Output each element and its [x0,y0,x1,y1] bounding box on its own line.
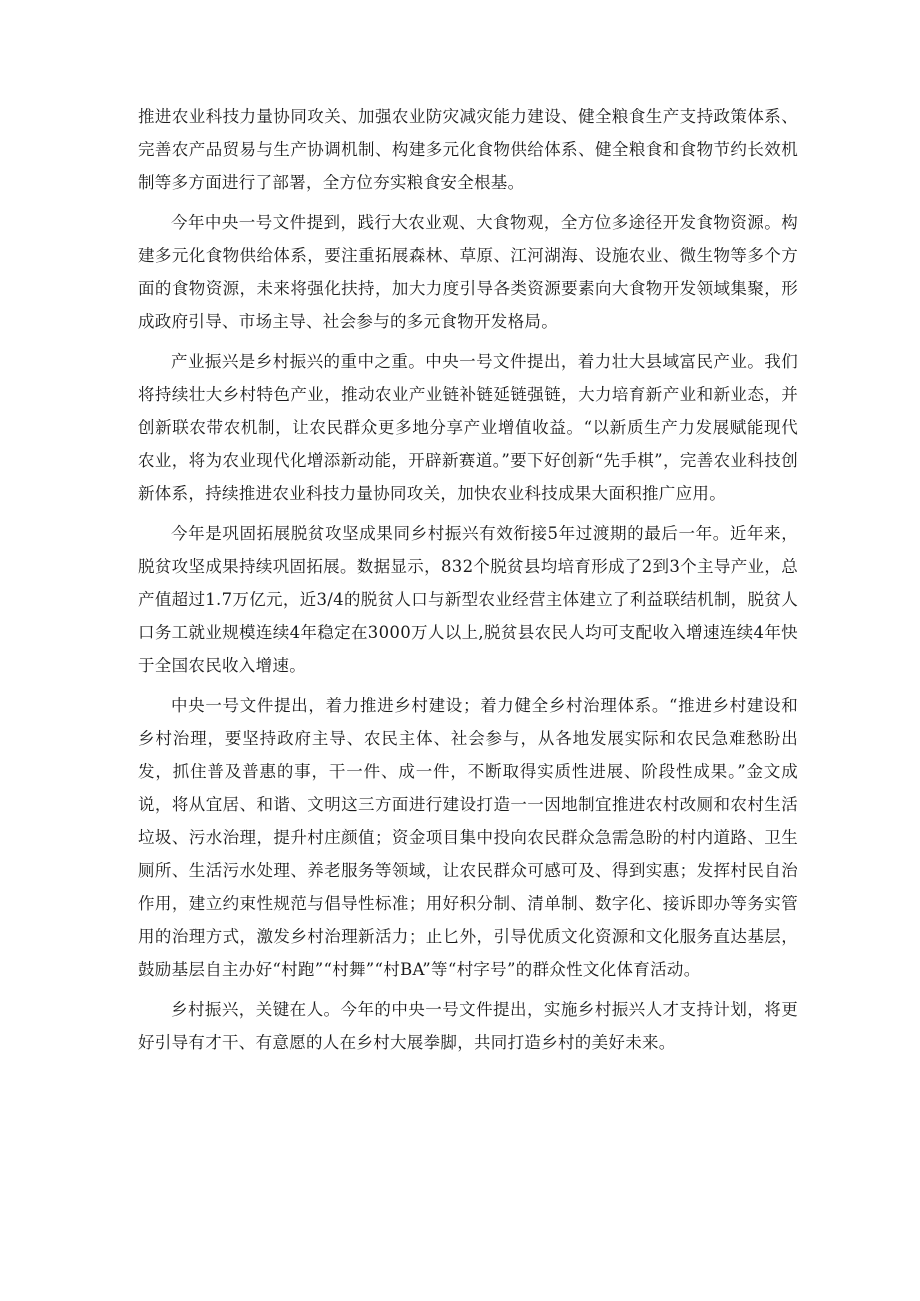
paragraph-6: 乡村振兴，关键在人。今年的中央一号文件提出，实施乡村振兴人才支持计划，将更好引导有才干、有意愿的人在乡村大展拳脚，共同打造乡村的美好未来。 [138,1000,798,1052]
paragraph-5: 中央一号文件提出，着力推进乡村建设；着力健全乡村治理体系。“推进乡村建设和乡村治理，要坚持政府主导、农民主体、社会参与，从各地发展实际和农民急难愁盼出发，抓住普及普惠的事，干一件、成一件，不断取得实质性进展、阶段性成果。”金文成说，将从宜居、和谐、文明这三方面进行建设打造一一因地制宜推进农村改厕和农村生活垃圾、污水治理，提升村庄颜值；资金项目集中投向农民群众急需急盼的村内道路、卫生厕所、生活污水处理、养老服务等领域，让农民群众可感可及、得到实惠；发挥村民自治作用，建立约束性规范与倡导性标准；用好积分制、清单制、数字化、接诉即办等务实管用的治理方式，激发乡村治理新活力；止匕外，引导优质文化资源和文化服务直达基层，鼓励基层自主办好“村跑”“村舞”“村BA”等“村字号”的群众性文化体育活动。 [138,696,798,979]
paragraph-1: 推进农业科技力量协同攻关、加强农业防灾减灾能力建设、健全粮食生产支持政策体系、完善农产品贸易与生产协调机制、构建多元化食物供给体系、健全粮食和食物节约长效机制等多方面进行了部署，全方位夯实粮食安全根基。 [138,107,798,192]
paragraph-4: 今年是巩固拓展脱贫攻坚成果同乡村振兴有效衔接5年过渡期的最后一年。近年来，脱贫攻坚成果持续巩固拓展。数据显示，832个脱贫县均培育形成了2到3个主导产业，总产值超过1.7万亿元，近3/4的脱贫人口与新型农业经营主体建立了利益联结机制，脱贫人口务工就业规模连续4年稳定在3000万人以上,脱贫县农民人均可支配收入增速连续4年快于全国农民收入增速。 [138,524,798,675]
paragraph-2: 今年中央一号文件提到，践行大农业观、大食物观，全方位多途径开发食物资源。构建多元化食物供给体系，要注重拓展森林、草原、江河湖海、设施农业、微生物等多个方面的食物资源，未来将强化扶持，加大力度引导各类资源要素向大食物开发领域集聚，形成政府引导、市场主导、社会参与的多元食物开发格局。 [138,213,798,331]
paragraph-3: 产业振兴是乡村振兴的重中之重。中央一号文件提出，着力壮大县域富民产业。我们将持续壮大乡村特色产业，推动农业产业链补链延链强链，大力培育新产业和新业态，并创新联农带农机制，让农民群众更多地分享产业增值收益。“以新质生产力发展赋能现代农业，将为农业现代化增添新动能，开辟新赛道。”要下好创新“先手棋”，完善农业科技创新体系，持续推进农业科技力量协同攻关，加快农业科技成果大面积推广应用。 [138,352,798,503]
article-body [138,100,798,1066]
